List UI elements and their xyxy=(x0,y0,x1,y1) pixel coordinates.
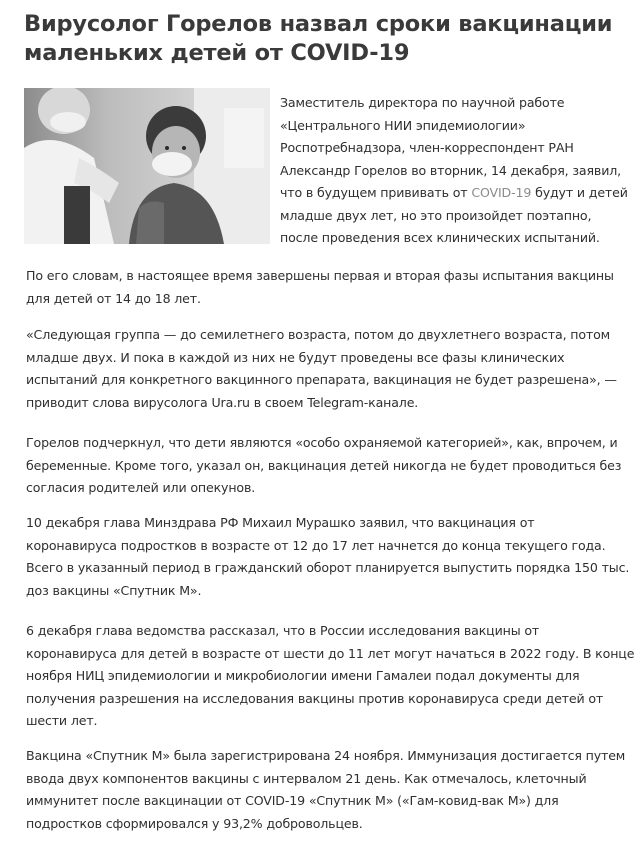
paragraph-line: получения разрешения на исследования вакцины против коронавируса среди детей от xyxy=(26,690,604,706)
lead-line: Заместитель директора по научной работе xyxy=(280,95,565,110)
lead-line: после проведения всех клинических испытаний. xyxy=(280,230,600,245)
lead-text: что в будущем прививать от xyxy=(280,185,472,200)
article-title: Вирусолог Горелов назвал сроки вакцинации маленьких детей от COVID-19 xyxy=(24,11,613,66)
paragraph-line: шести лет. xyxy=(26,713,98,728)
paragraph-line: иммунитет после вакцинации от COVID-19 «Спутник М» («Гам-ковид-вак М») для xyxy=(26,793,559,808)
paragraph-line: приводит слова вирусолога Ura.ru в своем Telegram-канале. xyxy=(26,394,419,410)
lead-line: «Центрального НИИ эпидемиологии» xyxy=(280,117,526,133)
paragraph-line: доз вакцины «Спутник М». xyxy=(26,582,202,598)
paragraph-5 xyxy=(26,512,630,602)
lead-line: Александр Горелов во вторник, 14 декабря, заявил, xyxy=(280,162,621,178)
covid-tag-link[interactable]: COVID-19 xyxy=(471,185,532,200)
paragraph-line: По его словам, в настоящее время завершены первая и вторая фазы испытания вакцины xyxy=(26,268,614,283)
paragraph-line: согласия родителей или опекунов. xyxy=(26,480,256,495)
paragraph-line: коронавируса для детей в возрасте от шести до 11 лет могут начаться в 2022 году. В конце xyxy=(26,645,635,661)
lead-line xyxy=(280,182,628,205)
paragraph-line: Вакцина «Спутник М» была зарегистрирована 24 ноября. Иммунизация достигается путем xyxy=(26,748,626,763)
paragraph-line: Всего в указанный период в гражданский оборот планируется выпустить порядка 150 тыс. xyxy=(26,560,630,575)
paragraph-line: подростков сформировался у 93,2% добровольцев. xyxy=(26,815,363,831)
paragraph-line: младше двух. И пока в каждой из них не будут проведены все фазы клинических xyxy=(26,349,565,365)
article-photo xyxy=(24,88,270,244)
paragraph-line: ввода двух компонентов вакцины с интервалом 21 день. Как отмечалось, клеточный xyxy=(26,770,587,786)
paragraph-line: беременные. Кроме того, указал он, вакцинация детей никогда не будет проводиться без xyxy=(26,457,622,473)
lead-paragraph xyxy=(280,92,628,250)
paragraph-line: испытаний для конкретного вакцинного препарата, вакцинация не будет разрешена», — xyxy=(26,372,617,387)
lead-line: младше двух лет, но это произойдет поэтапно, xyxy=(280,207,592,223)
paragraph-3-quote xyxy=(26,324,626,414)
paragraph-line: для детей от 14 до 18 лет. xyxy=(26,290,201,306)
paragraph-line: коронавируса подростков в возрасте от 12 до 17 лет начнется до конца текущего года. xyxy=(26,537,606,553)
lead-text: будут и детей xyxy=(531,185,628,200)
paragraph-line: 6 декабря глава ведомства рассказал, что в России исследования вакцины от xyxy=(26,623,540,638)
paragraph-7 xyxy=(26,745,626,835)
lead-line: Роспотребнадзора, член-корреспондент РАН xyxy=(280,140,574,155)
paragraph-2 xyxy=(26,265,626,310)
paragraph-line: Горелов подчеркнул, что дети являются «особо охраняемой категорией», как, впрочем, и xyxy=(26,435,618,450)
photo-child-in-mask-with-doctor-icon xyxy=(24,88,270,244)
paragraph-line: ноября НИЦ эпидемиологии и микробиологии имени Гамалеи подал документы для xyxy=(26,668,580,683)
paragraph-line: 10 декабря глава Минздрава РФ Михаил Мурашко заявил, что вакцинация от xyxy=(26,515,535,530)
paragraph-4 xyxy=(26,432,626,500)
paragraph-line: «Следующая группа — до семилетнего возраста, потом до двухлетнего возраста, потом xyxy=(26,327,611,342)
paragraph-6 xyxy=(26,620,635,733)
